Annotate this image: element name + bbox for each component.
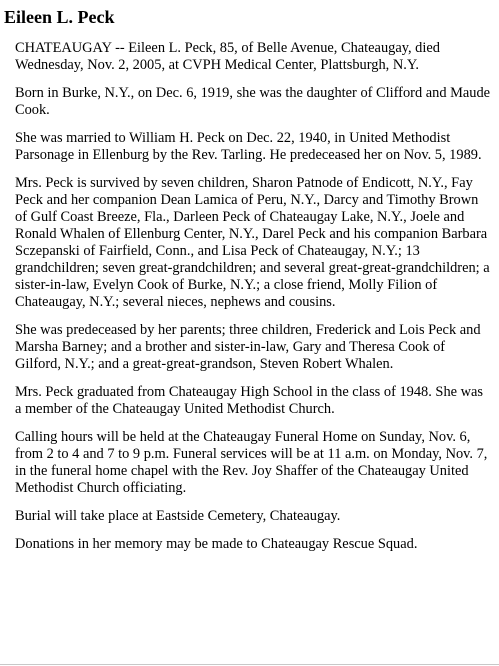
obituary-title: Eileen L. Peck [4,7,115,27]
paragraph-survivors: Mrs. Peck is survived by seven children, Sharon Patnode of Endicott, N.Y., Fay Peck and her companion Dean Lamica of Peru, N.Y., Darcy and Timothy Brown of Gulf Coast Breeze, Fla., Darleen Peck of Chateaugay Lake, N.Y., Joele and Ronald Whalen of Ellenburg Center, N.Y., Darel Peck and his companion Barbara Sczepanski of Fairfield, Conn., and Lisa Peck of Chateaugay, N.Y.; 13 grandchildren; seven great-grandchildren; and several great-great-grandchildren; a sister-in-law, Evelyn Cook of Burke, N.Y.; a close friend, Molly Filion of Chateaugay, N.Y.; several nieces, nephews and cousins. [15,175,490,310]
bottom-divider [0,664,499,665]
obituary-body [15,40,491,564]
paragraph-birth: Born in Burke, N.Y., on Dec. 6, 1919, she was the daughter of Clifford and Maude Cook. [15,85,491,118]
paragraph-donations: Donations in her memory may be made to Chateaugay Rescue Squad. [15,536,418,552]
paragraph-death-notice: CHATEAUGAY -- Eileen L. Peck, 85, of Belle Avenue, Chateaugay, died Wednesday, Nov. 2, 2005, at CVPH Medical Center, Plattsburgh, N.Y. [15,40,440,73]
paragraph-burial: Burial will take place at Eastside Cemetery, Chateaugay. [15,508,341,524]
paragraph-marriage: She was married to William H. Peck on Dec. 22, 1940, in United Methodist Parsonage in Ellenburg by the Rev. Tarling. He predeceased her on Nov. 5, 1989. [15,130,482,163]
paragraph-education: Mrs. Peck graduated from Chateaugay High School in the class of 1948. She was a member of the Chateaugay United Methodist Church. [15,384,483,417]
paragraph-calling-hours: Calling hours will be held at the Chateaugay Funeral Home on Sunday, Nov. 6, from 2 to 4 and 7 to 9 p.m. Funeral services will be at 11 a.m. on Monday, Nov. 7, in the funeral home chapel with the Rev. Joy Shaffer of the Chateaugay United Methodist Church officiating. [15,429,488,496]
paragraph-predeceased: She was predeceased by her parents; three children, Frederick and Lois Peck and Marsha Barney; and a brother and sister-in-law, Gary and Theresa Cook of Gilford, N.Y.; and a great-great-grandson, Steven Robert Whalen. [15,322,481,372]
